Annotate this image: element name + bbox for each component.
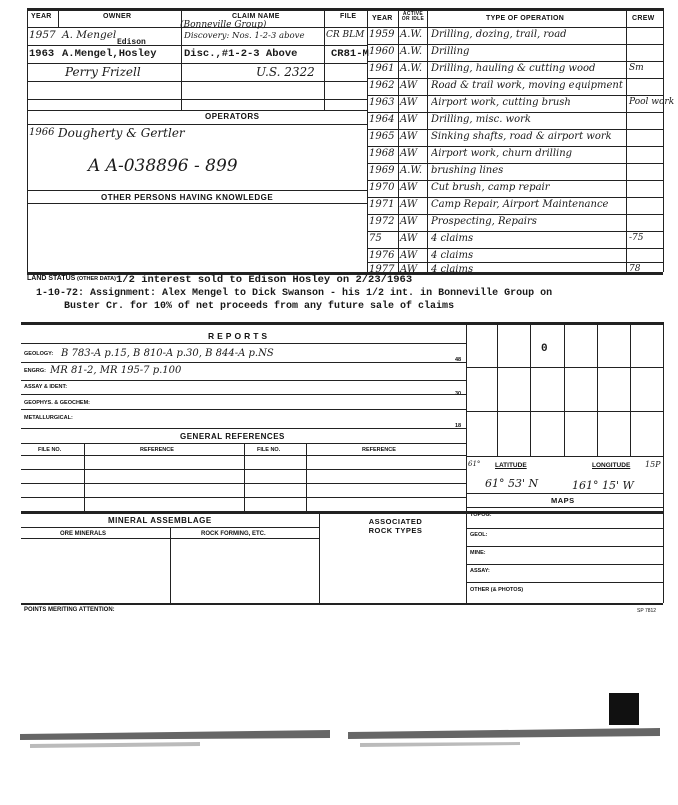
refs-bottom-rule bbox=[21, 511, 663, 514]
maps-title: MAPS bbox=[551, 496, 575, 505]
ore-minerals: ORE MINERALS bbox=[60, 531, 107, 537]
geology-label: GEOLOGY: bbox=[24, 351, 54, 357]
col-divider bbox=[324, 8, 325, 110]
ops-status: AW bbox=[400, 80, 418, 91]
ops-status: AW bbox=[400, 216, 418, 227]
ops-year: 1968 bbox=[369, 148, 395, 159]
scan-noise-band bbox=[0, 718, 678, 758]
file-1963: CR81-M bbox=[331, 48, 369, 60]
maps-mine: MINE: bbox=[470, 550, 486, 556]
owner-name-1963: A.Mengel,Hosley bbox=[62, 48, 157, 60]
ops-crew: Sm bbox=[629, 63, 644, 73]
operator-serial: A A-038896 - 899 bbox=[88, 156, 238, 176]
col-divider bbox=[398, 8, 399, 272]
reports-top-rule bbox=[21, 322, 663, 325]
mineral-bottom bbox=[21, 603, 663, 605]
header-file: FILE bbox=[340, 13, 357, 20]
mineral-title: MINERAL ASSEMBLAGE bbox=[108, 516, 212, 525]
other-persons-rule bbox=[27, 190, 367, 191]
rock-forming: ROCK FORMING, ETC. bbox=[201, 531, 266, 537]
maps-rule bbox=[466, 564, 663, 565]
ops-type: Drilling, dozing, trail, road bbox=[431, 29, 567, 40]
lat-prefix: 61° bbox=[468, 460, 481, 468]
longitude-value: 161° 15' W bbox=[572, 479, 634, 492]
reports-rule bbox=[21, 428, 466, 429]
ops-type: Cut brush, camp repair bbox=[431, 182, 550, 193]
owner-year-1957: 1957 bbox=[29, 29, 56, 41]
mineral-col bbox=[319, 511, 320, 603]
ops-year: 1970 bbox=[369, 182, 395, 193]
geophys-label: GEOPHYS. & GEOCHEM: bbox=[24, 400, 91, 406]
refs-reference: REFERENCE bbox=[140, 447, 174, 453]
reports-num-48: 48 bbox=[455, 357, 462, 363]
file-1957: CR BLM bbox=[326, 30, 365, 40]
reports-num-18: 18 bbox=[455, 423, 462, 429]
longitude-label: LONGITUDE bbox=[592, 462, 631, 469]
other-persons-rule-2 bbox=[27, 203, 367, 204]
latitude-label: LATITUDE bbox=[495, 462, 527, 469]
ops-year: 1961 bbox=[369, 63, 395, 74]
general-refs-title: GENERAL REFERENCES bbox=[180, 432, 285, 441]
ops-rule bbox=[367, 163, 663, 164]
top-border bbox=[27, 8, 663, 11]
maps-geol: GEOL: bbox=[470, 532, 488, 538]
header-type-operation: TYPE OF OPERATION bbox=[486, 15, 565, 22]
assay-label: ASSAY & IDENT: bbox=[24, 384, 68, 390]
ops-year: 1976 bbox=[369, 250, 395, 261]
header-rule-right bbox=[367, 27, 663, 28]
header-year-ops: YEAR bbox=[372, 15, 393, 22]
land-status-other: (OTHER DATA) bbox=[77, 276, 116, 282]
right-border bbox=[663, 8, 664, 272]
ops-rule bbox=[367, 197, 663, 198]
ops-type: Sinking shafts, road & airport work bbox=[431, 131, 612, 142]
grid-right bbox=[663, 322, 664, 603]
ops-type: Drilling bbox=[431, 46, 470, 57]
grid-col bbox=[530, 322, 531, 456]
owner-edison-note: Edison bbox=[117, 38, 146, 47]
grid-left bbox=[466, 322, 467, 603]
associated-rock-types: ASSOCIATED ROCK TYPES bbox=[368, 517, 423, 535]
maps-rule bbox=[466, 507, 663, 508]
ops-year: 75 bbox=[369, 233, 382, 244]
maps-rule bbox=[466, 582, 663, 583]
row-rule bbox=[27, 63, 367, 64]
header-active-idle: ACTIVE OR IDLE bbox=[401, 11, 425, 22]
engr-label: ENGRG: bbox=[24, 368, 46, 374]
ops-status: A.W. bbox=[400, 29, 423, 40]
ops-status: AW bbox=[400, 148, 418, 159]
col-divider bbox=[427, 8, 428, 272]
refs-col bbox=[244, 443, 245, 511]
reports-rule bbox=[21, 409, 466, 410]
ops-status: AW bbox=[400, 97, 418, 108]
operator-year: 1966 bbox=[29, 127, 55, 138]
lon-suffix: 15P bbox=[645, 460, 661, 469]
left-border bbox=[27, 8, 28, 272]
ops-status: AW bbox=[400, 233, 418, 244]
ops-crew: 78 bbox=[629, 264, 641, 274]
header-owner: OWNER bbox=[103, 13, 132, 20]
grid-col bbox=[630, 322, 631, 456]
ops-status: A.W. bbox=[400, 165, 423, 176]
engr-refs: MR 81-2, MR 195-7 p.100 bbox=[50, 365, 182, 376]
ops-type: Airport work, cutting brush bbox=[431, 97, 571, 108]
metallurgical-label: METALLURGICAL: bbox=[24, 415, 73, 421]
ops-status: AW bbox=[400, 264, 418, 275]
ops-status: AW bbox=[400, 131, 418, 142]
row-rule bbox=[27, 99, 367, 100]
ops-status: AW bbox=[400, 199, 418, 210]
geology-refs: B 783-A p.15, B 810-A p.30, B 844-A p.NS bbox=[61, 348, 274, 359]
col-divider bbox=[58, 8, 59, 27]
refs-file-no-2: FILE NO. bbox=[257, 447, 281, 453]
ops-type: brushing lines bbox=[431, 165, 504, 176]
land-status-line3: Buster Cr. for 10% of net proceeds from any future sale of claims bbox=[64, 301, 455, 312]
ops-status: AW bbox=[400, 182, 418, 193]
grid-col bbox=[497, 322, 498, 456]
refs-col bbox=[84, 443, 85, 511]
grid-row bbox=[466, 456, 663, 457]
col-divider bbox=[626, 8, 627, 272]
ops-rule bbox=[367, 231, 663, 232]
reports-rule bbox=[21, 394, 466, 395]
owner-name-frizell: Perry Frizell bbox=[65, 65, 141, 79]
grid-row bbox=[466, 411, 663, 412]
owner-year-1963: 1963 bbox=[29, 48, 55, 60]
refs-file-no: FILE NO. bbox=[38, 447, 62, 453]
ops-year: 1959 bbox=[369, 29, 395, 40]
ops-year: 1963 bbox=[369, 97, 395, 108]
ops-type: Airport work, churn drilling bbox=[431, 148, 573, 159]
ops-rule bbox=[367, 248, 663, 249]
ops-type: Prospecting, Repairs bbox=[431, 216, 537, 227]
ops-type: Camp Repair, Airport Maintenance bbox=[431, 199, 609, 210]
ops-year: 1964 bbox=[369, 114, 395, 125]
maps-rule bbox=[466, 493, 663, 494]
grid-col bbox=[597, 322, 598, 456]
ops-type: 4 claims bbox=[431, 233, 474, 244]
claim-1957: Discovery: Nos. 1-2-3 above bbox=[184, 31, 305, 41]
ops-rule bbox=[367, 95, 663, 96]
header-year: YEAR bbox=[31, 13, 52, 20]
ops-status: A.W. bbox=[400, 46, 423, 57]
form-code: SP 7812 bbox=[637, 608, 657, 614]
points-meriting-attention: POINTS MERITING ATTENTION: bbox=[24, 607, 115, 613]
row-rule bbox=[27, 45, 367, 46]
operators-rule-2 bbox=[27, 124, 367, 125]
header-crew: CREW bbox=[632, 15, 655, 22]
ops-year: 1969 bbox=[369, 165, 395, 176]
ops-type: 4 claims bbox=[431, 264, 474, 275]
ops-year: 1965 bbox=[369, 131, 395, 142]
ops-rule bbox=[367, 112, 663, 113]
grid-col bbox=[564, 322, 565, 456]
ops-rule bbox=[367, 146, 663, 147]
maps-rule bbox=[466, 528, 663, 529]
ops-status: AW bbox=[400, 250, 418, 261]
land-status-line2: 1-10-72: Assignment: Alex Mengel to Dick Swanson - his 1/2 int. in Bonneville Group on bbox=[36, 288, 553, 299]
grid-mark: 0 bbox=[541, 343, 548, 355]
ops-year: 1962 bbox=[369, 80, 395, 91]
reports-rule bbox=[21, 362, 466, 363]
ops-crew: -75 bbox=[629, 233, 644, 243]
owner-name-1957: A. Mengel bbox=[62, 29, 117, 41]
ops-status: A.W. bbox=[400, 63, 423, 74]
maps-assay: ASSAY: bbox=[470, 568, 490, 574]
ops-rule bbox=[367, 262, 663, 263]
refs-col bbox=[306, 443, 307, 511]
maps-topog: TOPOG: bbox=[470, 512, 492, 518]
ops-type: Drilling, misc. work bbox=[431, 114, 531, 125]
reports-num-30: 30 bbox=[455, 391, 462, 397]
ops-rule bbox=[367, 44, 663, 45]
ops-status: AW bbox=[400, 114, 418, 125]
operator-name: Dougherty & Gertler bbox=[58, 126, 185, 140]
ops-rule bbox=[367, 214, 663, 215]
ops-year: 1972 bbox=[369, 216, 395, 227]
ops-rule bbox=[367, 129, 663, 130]
maps-other: OTHER (& PHOTOS) bbox=[470, 587, 524, 593]
land-status-line1: 1/2 interest sold to Edison Hosley on 2/23/1963 bbox=[116, 274, 413, 286]
operators-title: OPERATORS bbox=[205, 112, 260, 121]
owner-group-note: (Bonneville Group) bbox=[180, 20, 267, 30]
mineral-col bbox=[170, 527, 171, 603]
reports-title: REPORTS bbox=[208, 331, 271, 341]
reports-rule bbox=[21, 380, 466, 381]
maps-rule bbox=[466, 546, 663, 547]
ops-year: 1977 bbox=[369, 264, 395, 275]
header-claim-name: CLAIM NAME bbox=[232, 13, 280, 20]
claim-1963: Disc.,#1-2-3 Above bbox=[184, 48, 298, 60]
refs-reference-2: REFERENCE bbox=[362, 447, 396, 453]
ops-type: Road & trail work, moving equipment bbox=[431, 80, 623, 91]
ops-rule bbox=[367, 78, 663, 79]
operators-rule bbox=[27, 110, 367, 111]
ops-rule bbox=[367, 180, 663, 181]
ops-crew: Pool work bbox=[629, 97, 675, 107]
row-rule bbox=[27, 81, 367, 82]
ops-year: 1971 bbox=[369, 199, 395, 210]
other-persons-title: OTHER PERSONS HAVING KNOWLEDGE bbox=[101, 193, 274, 202]
ops-rule bbox=[367, 61, 663, 62]
reports-rule bbox=[21, 343, 466, 344]
ops-type: Drilling, hauling & cutting wood bbox=[431, 63, 596, 74]
claim-survey: U.S. 2322 bbox=[256, 65, 315, 79]
grid-row bbox=[466, 367, 663, 368]
latitude-value: 61° 53' N bbox=[485, 477, 539, 490]
land-status-label: LAND STATUS bbox=[27, 275, 76, 282]
ops-type: 4 claims bbox=[431, 250, 474, 261]
ops-year: 1960 bbox=[369, 46, 395, 57]
